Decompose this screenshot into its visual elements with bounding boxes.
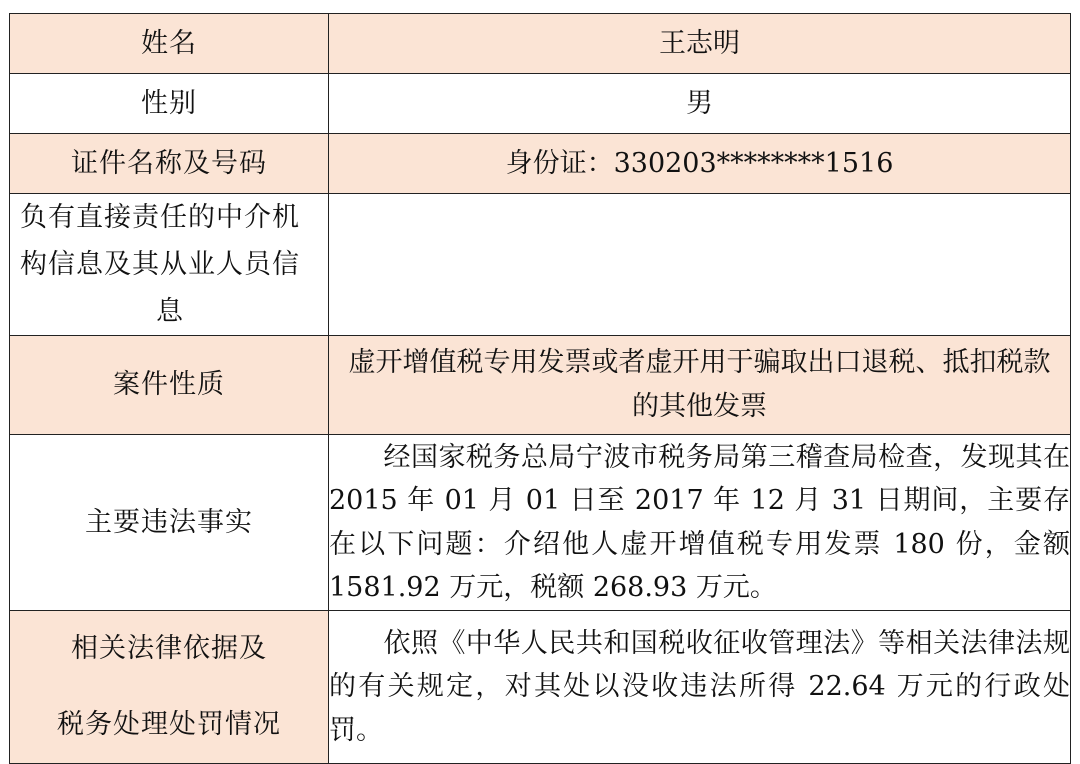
label-id: 证件名称及号码 xyxy=(10,134,329,194)
penalty-info-table xyxy=(9,13,1071,764)
value-intermediary xyxy=(329,194,1071,336)
table-row-case-nature xyxy=(10,336,1071,435)
label-intermediary xyxy=(10,194,329,336)
value-facts xyxy=(329,435,1071,611)
value-gender: 男 xyxy=(329,74,1071,134)
value-facts-text: 经国家税务总局宁波市税务局第三稽查局检查，发现其在 2015 年 01 月 01 日至 2017 年 12 月 31 日期间，主要存在以下问题：介绍他人虚开增值税专用发票 180 份，金额 1581.92 万元，税额 268.93 万元。 xyxy=(329,441,1070,603)
label-intermediary-line-1: 负有直接责任的中介机 xyxy=(20,202,300,233)
table-row-name xyxy=(10,14,1071,74)
label-legal-basis-line-1: 相关法律依据及 xyxy=(71,633,267,664)
label-legal-basis xyxy=(10,611,329,764)
label-name: 姓名 xyxy=(10,14,329,74)
label-facts: 主要违法事实 xyxy=(10,435,329,611)
table-row-id xyxy=(10,134,1071,194)
label-intermediary-line-2: 构信息及其从业人员信 xyxy=(20,249,300,280)
table-row-facts xyxy=(10,435,1071,611)
value-legal-basis-text: 依照《中华人民共和国税收征收管理法》等相关法律法规的有关规定，对其处以没收违法所得 22.64 万元的行政处罚。 xyxy=(329,627,1070,746)
label-case-nature: 案件性质 xyxy=(10,336,329,435)
label-legal-basis-line-2: 税务处理处罚情况 xyxy=(57,709,281,740)
label-intermediary-line-3: 息 xyxy=(156,296,184,327)
value-name: 王志明 xyxy=(329,14,1071,74)
value-case-nature: 虚开增值税专用发票或者虚开用于骗取出口退税、抵扣税款的其他发票 xyxy=(329,336,1071,435)
value-legal-basis xyxy=(329,611,1071,764)
table-row-intermediary xyxy=(10,194,1071,336)
label-gender: 性别 xyxy=(10,74,329,134)
table-row-legal-basis xyxy=(10,611,1071,764)
table-row-gender xyxy=(10,74,1071,134)
value-id: 身份证：330203********1516 xyxy=(329,134,1071,194)
